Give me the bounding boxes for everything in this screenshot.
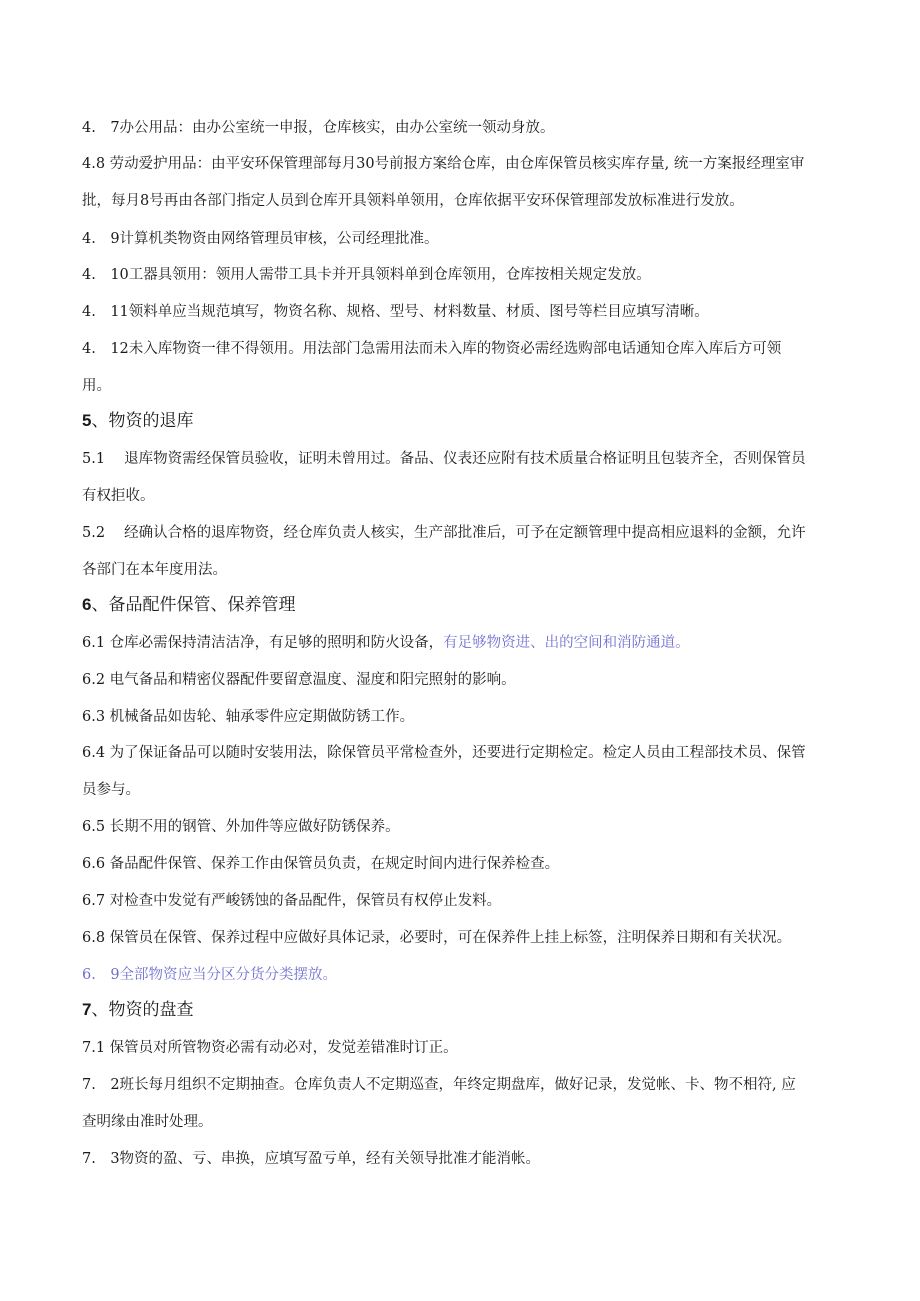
para-5-1-line1: 5.1 退库物资需经保管员验收，证明未曾用过。备品、仪表还应附有技术质量合格证明且包装齐全，否则保管员: [82, 451, 806, 467]
para-7-3: 7. 3物资的盈、亏、串换，应填写盈亏单，经有关领导批准才能消帐。: [82, 1151, 541, 1167]
para-6-1: [82, 633, 852, 653]
para-6-4-line2: 员参与。: [82, 782, 140, 798]
para-4-12-line2: 用。: [82, 378, 111, 394]
para-6-9: 6. 9全部物资应当分区分货分类摆放。: [82, 967, 338, 983]
para-6-1-highlight: 有足够物资进、出的空间和消防通道。: [443, 635, 690, 651]
section-6-heading: [82, 594, 852, 616]
section-7-number: 7: [82, 1000, 92, 1019]
para-4-7: 4. 7办公用品：由办公室统一申报，仓库核实，由办公室统一领动身放。: [82, 120, 555, 136]
para-6-5: 6.5 长期不用的钢管、外加件等应做好防锈保养。: [82, 819, 400, 835]
section-7-heading: [82, 999, 852, 1021]
para-6-3: 6.3 机械备品如齿轮、轴承零件应定期做防锈工作。: [82, 709, 415, 725]
para-4-11: 4. 11领料单应当规范填写，物资名称、规格、型号、材料数量、材质、图号等栏目应填写清晰。: [82, 304, 709, 320]
para-5-2-line1: 5.2 经确认合格的退库物资，经仓库负责人核实，生产部批准后，可予在定额管理中提高相应退料的金额，允许: [82, 525, 806, 541]
para-6-4-line1: 6.4 为了保证备品可以随时安装用法，除保管员平常检查外，还要进行定期检定。检定人员由工程部技术员、保管: [82, 745, 806, 761]
section-7-title: 、物资的盘查: [91, 1000, 194, 1020]
para-6-1-text: 6.1 仓库必需保持清洁洁净，有足够的照明和防火设备，: [82, 635, 444, 651]
para-7-2-line1: 7. 2班长每月组织不定期抽查。仓库负责人不定期巡查，年终定期盘库，做好记录，发觉帐、卡、物不相符, 应: [82, 1077, 796, 1093]
para-6-6: 6.6 备品配件保管、保养工作由保管员负责，在规定时间内进行保养检查。: [82, 856, 560, 872]
para-4-12-line1: 4. 12未入库物资一律不得领用。用法部门急需用法而未入库的物资必需经选购部电话通知仓库入库后方可领: [82, 341, 782, 357]
para-6-8: 6.8 保管员在保管、保养过程中应做好具体记录，必要时，可在保养件上挂上标签，注明保养日期和有关状况。: [82, 930, 792, 946]
para-4-8-line1: 4.8 劳动爱护用品：由平安环保管理部每月30号前报方案给仓库，由仓库保管员核实库存量, 统一方案报经理室审: [82, 156, 805, 172]
para-4-8-line2: 批，每月8号再由各部门指定人员到仓库开具领料单领用，仓库依据平安环保管理部发放标准进行发放。: [82, 193, 744, 209]
section-5-title: 、物资的退库: [91, 411, 194, 431]
section-6-number: 6: [82, 595, 92, 614]
section-5-heading: [82, 410, 852, 432]
para-7-1: 7.1 保管员对所管物资必需有动必对，发觉差错准时订正。: [82, 1040, 458, 1056]
section-6-title: 、备品配件保管、保养管理: [91, 595, 296, 615]
para-5-2-line2: 各部门在本年度用法。: [82, 562, 227, 578]
para-7-2-line2: 查明缘由准时处理。: [82, 1114, 213, 1130]
para-4-10: 4. 10工器具领用：领用人需带工具卡并开具领料单到仓库领用，仓库按相关规定发放。: [82, 267, 651, 283]
para-5-1-line2: 有权拒收。: [82, 488, 155, 504]
section-5-number: 5: [82, 411, 92, 430]
para-6-2: 6.2 电气备品和精密仪器配件要留意温度、湿度和阳完照射的影响。: [82, 672, 516, 688]
para-6-7: 6.7 对检查中发觉有严峻锈蚀的备品配件，保管员有权停止发料。: [82, 893, 502, 909]
para-4-9: 4. 9计算机类物资由网络管理员审核，公司经理批准。: [82, 231, 439, 247]
